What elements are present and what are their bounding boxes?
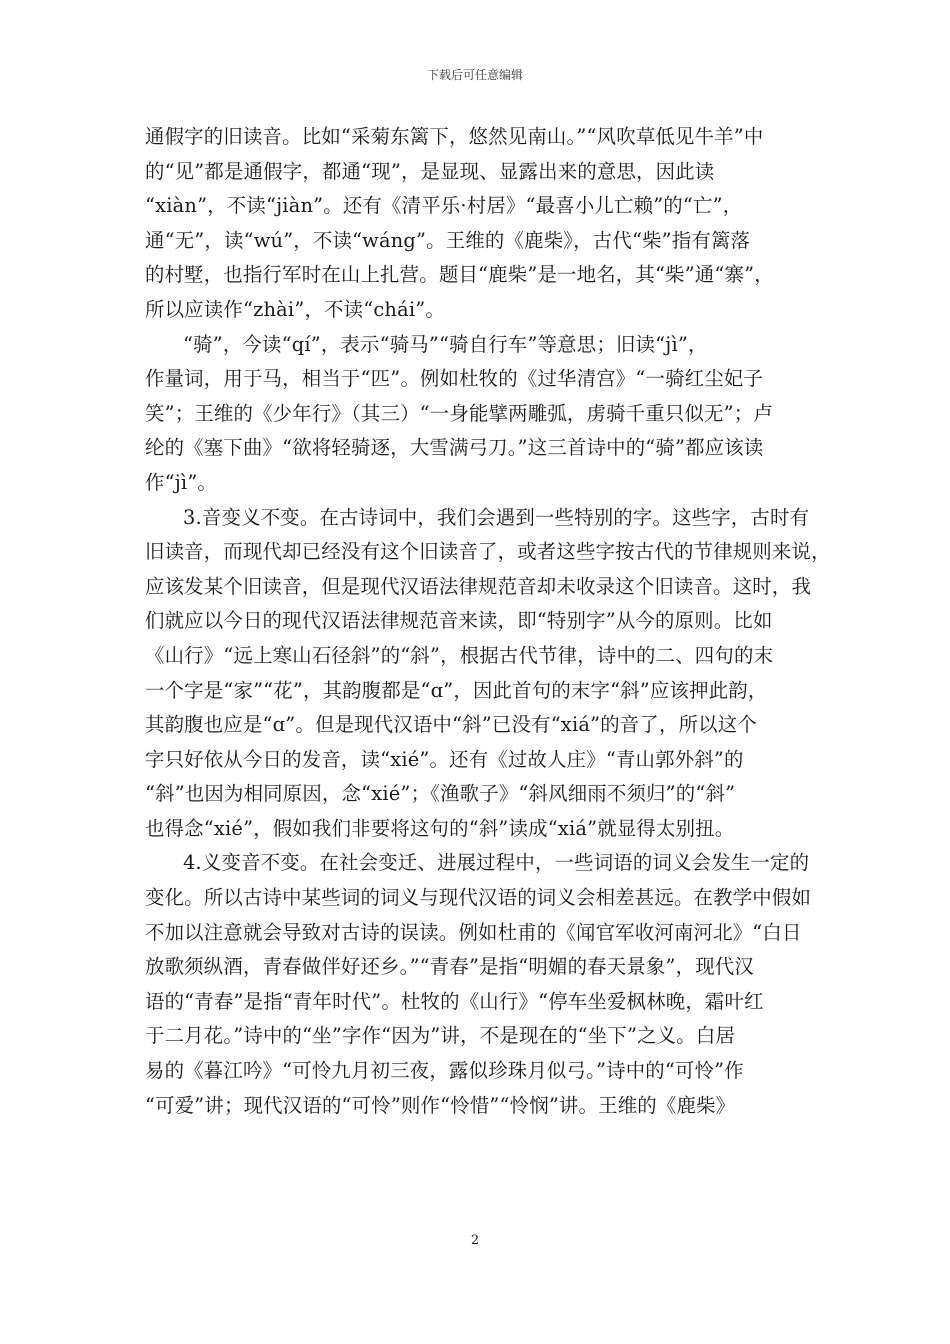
text-line: 一个字是“家”“花”，其韵腹都是“ɑ”，因此首句的末字“斜”应该押此韵，: [145, 678, 768, 702]
text-line: 也得念“xié”，假如我们非要将这句的“斜”读成“xiá”就显得太别扭。: [145, 816, 735, 840]
text-line: “骑”，今读“qí”，表示“骑马”“骑自行车”等意思；旧读“jì”，: [183, 332, 708, 356]
text-line: 易的《暮江吟》“可怜九月初三夜，露似珍珠月似弓。”诗中的“可怜”作: [145, 1059, 744, 1083]
text-line: 字只好依从今日的发音，读“xié”。还有《过故人庄》“青山郭外斜”的: [145, 747, 744, 771]
text-line: 通“无”，读“wú”，不读“wáng”。王维的《鹿柴》，古代“柴”指有篱落: [145, 228, 751, 252]
text-line: 于二月花。”诗中的“坐”字作“因为”讲，不是现在的“坐下”之义。白居: [145, 1024, 736, 1048]
text-line: 作“jì”。: [145, 470, 218, 494]
text-line: 所以应读作“zhài”，不读“chái”。: [145, 297, 445, 321]
text-line: “可爱”讲；现代汉语的“可怜”则作“怜惜”“怜悯”讲。王维的《鹿柴》: [145, 1093, 736, 1117]
text-line: 其韵腹也应是“ɑ”。但是现代汉语中“斜”已没有“xiá”的音了，所以这个: [145, 713, 757, 737]
text-line: 的村墅，也指行军时在山上扎营。题目“鹿柴”是一地名，其“柴”通“寨”，: [145, 263, 774, 287]
text-line: 放歌须纵酒，青春做伴好还乡。”“青春”是指“明媚的春天景象”，现代汉: [145, 955, 754, 979]
text-line: 3.音变义不变。在古诗词中，我们会遇到一些特别的字。这些字，古时有: [183, 505, 810, 529]
text-line: 应该发某个旧读音，但是现代汉语法律规范音却未收录这个旧读音。这时，我: [145, 574, 812, 598]
text-line: 旧读音，而现代却已经没有这个旧读音了，或者这些字按古代的节律规则来说，: [145, 540, 831, 564]
text-line: 作量词，用于马，相当于“匹”。例如杜牧的《过华清宫》“一骑红尘妃子: [145, 367, 764, 391]
text-line: “xiàn”，不读“jiàn”。还有《清平乐·村居》“最喜小儿亡赖”的“亡”，: [145, 194, 743, 218]
body-text: [145, 120, 831, 1123]
text-line: 的“见”都是通假字，都通“现”，是显现、显露出来的意思，因此读: [145, 159, 715, 183]
text-line: 们就应以今日的现代汉语法律规范音来读，即“特别字”从今的原则。比如: [145, 609, 773, 633]
text-line: 通假字的旧读音。比如“采菊东篱下，悠然见南山。”“风吹草低见牛羊”中: [145, 125, 764, 148]
text-line: 语的“青春”是指“青年时代”。杜牧的《山行》“停车坐爱枫林晚，霜叶红: [145, 989, 764, 1013]
text-line: 变化。所以古诗中某些词的词义与现代汉语的词义会相差甚远。在教学中假如: [145, 886, 812, 910]
page-number: 2: [470, 1233, 480, 1248]
text-line: “斜”也因为相同原因，念“xié”；《渔歌子》“斜风细雨不须归”的“斜”: [145, 782, 736, 806]
page-header: 下载后可任意编辑: [426, 68, 523, 82]
text-line: 笑”；王维的《少年行》（其三）“一身能擘两雕弧，虏骑千重只似无”；卢: [145, 401, 773, 425]
text-line: 纶的《塞下曲》“欲将轻骑逐，大雪满弓刀。”这三首诗中的“骑”都应该读: [145, 436, 764, 460]
text-line: 不加以注意就会导致对古诗的误读。例如杜甫的《闻官军收河南河北》“白日: [145, 920, 802, 944]
text-line: 4.义变音不变。在社会变迁、进展过程中，一些词语的词义会发生一定的: [183, 851, 810, 875]
text-line: 《山行》“远上寒山石径斜”的“斜”，根据古代节律，诗中的二、四句的末: [145, 643, 774, 667]
